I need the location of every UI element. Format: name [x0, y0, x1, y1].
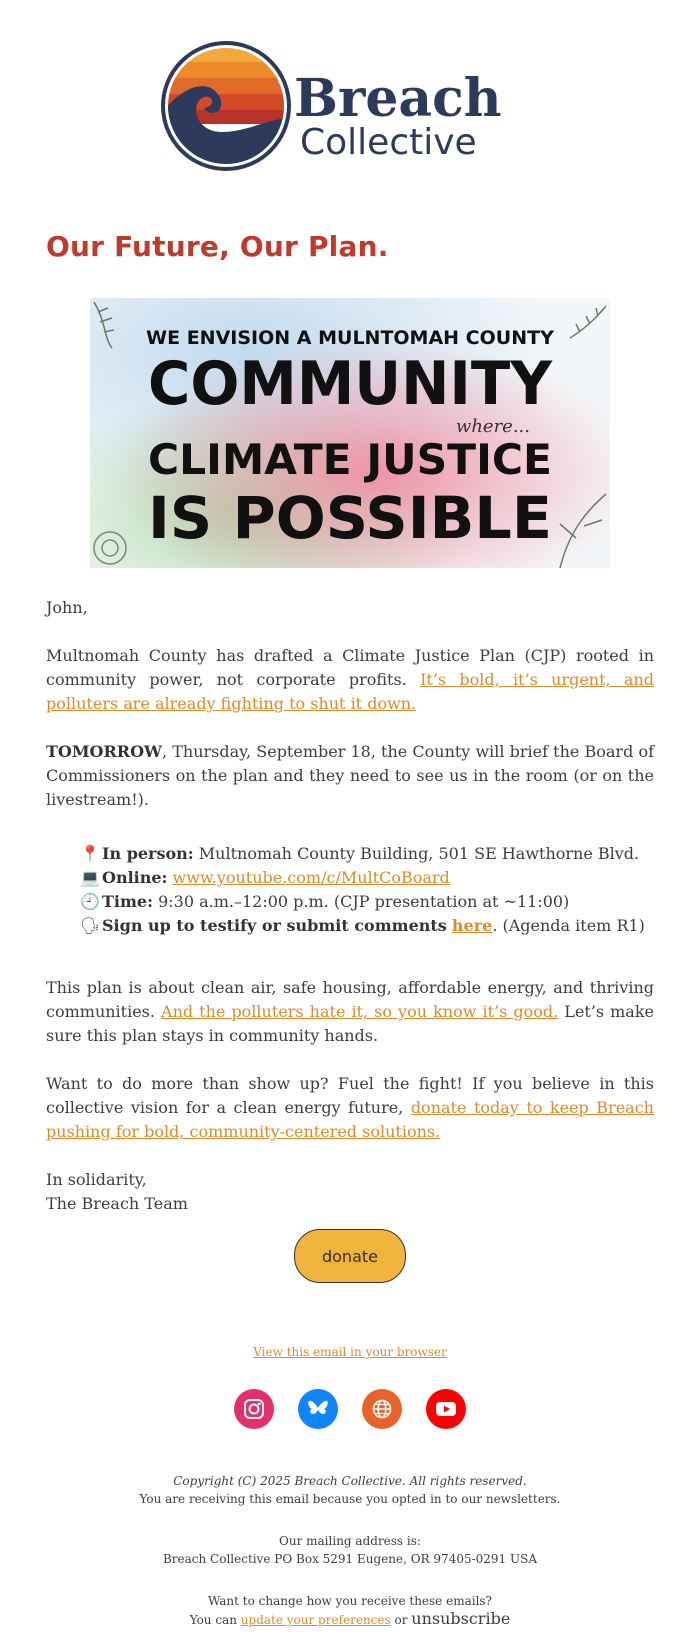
plan-text: This plan is about clean air, safe housing, affordable energy, and thriving communities.: [46, 978, 654, 1021]
greeting: John,: [46, 598, 88, 617]
you-can-text: You can: [189, 1613, 241, 1627]
detail-label: Online:: [102, 868, 168, 887]
footer-address: [0, 1532, 700, 1568]
event-details: [80, 842, 645, 938]
unsubscribe-link[interactable]: unsubscribe: [411, 1609, 511, 1628]
polluters-hate-link[interactable]: And the polluters hate it, so you know it’s good.: [161, 1002, 559, 1021]
donate-today-link[interactable]: donate today to keep Breach pushing for bold, community-centered solutions.: [46, 1098, 654, 1141]
signoff-line1: In solidarity,: [46, 1170, 147, 1189]
pin-icon: 📍: [80, 844, 100, 863]
donate-button[interactable]: donate: [294, 1229, 406, 1283]
banner-line1: WE ENVISION A MULNTOMAH COUNTY: [146, 327, 554, 349]
donate-text: Want to do more than show up? Fuel the fight! If you believe in this collective vision for a clean energy future,: [46, 1074, 654, 1117]
banner-line2: COMMUNITY: [148, 349, 554, 419]
tomorrow-text: , Thursday, September 18, the County will brief the Board of Commissioners on the plan and they need to see us in the room (or on the livestream!).: [46, 742, 654, 809]
logo-wordmark-bottom: Collective: [300, 122, 477, 163]
plan-paragraph: [46, 976, 654, 1048]
bluesky-icon[interactable]: [298, 1389, 338, 1429]
laptop-icon: 💻: [80, 868, 100, 887]
speaker-icon: 🗣: [80, 916, 101, 935]
detail-online: [80, 866, 640, 890]
tomorrow-bold: TOMORROW: [46, 742, 162, 761]
preferences-line: [0, 1610, 700, 1629]
banner-line3: CLIMATE JUSTICE: [148, 435, 552, 484]
update-preferences-link[interactable]: update your preferences: [240, 1613, 391, 1627]
signoff: [46, 1168, 654, 1216]
detail-text: . (Agenda item R1): [492, 916, 645, 935]
youtube-icon[interactable]: [426, 1389, 466, 1429]
website-icon[interactable]: [362, 1389, 402, 1429]
banner-line4: IS POSSIBLE: [148, 484, 552, 552]
detail-label: Time:: [102, 892, 153, 911]
plan-text-after: Let’s make sure this plan stays in community hands.: [46, 1002, 655, 1045]
detail-label: Sign up to testify or submit comments: [102, 916, 447, 935]
hero-banner: [90, 298, 610, 568]
footer-preferences: [0, 1592, 700, 1629]
detail-text: 9:30 a.m.–12:00 p.m. (CJP presentation at ~11:00): [153, 892, 570, 911]
signoff-line2: The Breach Team: [46, 1194, 188, 1213]
clock-icon: 🕘: [80, 892, 100, 911]
opt-in-reason: You are receiving this email because you opted in to our newsletters.: [139, 1492, 561, 1506]
youtube-link[interactable]: www.youtube.com/c/MultCoBoard: [172, 868, 450, 887]
intro-text: Multnomah County has drafted a Climate Justice Plan (CJP) rooted in community power, not corporate profits.: [46, 646, 654, 689]
detail-testify: [80, 914, 645, 938]
view-in-browser-link[interactable]: View this email in your browser: [253, 1345, 447, 1359]
instagram-icon[interactable]: [234, 1389, 274, 1429]
mailing-label: Our mailing address is:: [279, 1534, 421, 1548]
intro-paragraph: [46, 644, 654, 716]
view-in-browser: [0, 1345, 700, 1359]
detail-in-person: [80, 842, 640, 866]
detail-text: Multnomah County Building, 501 SE Hawthorne Blvd.: [193, 844, 640, 863]
detail-label: In person:: [102, 844, 194, 863]
detail-time: [80, 890, 640, 914]
headline: Our Future, Our Plan.: [46, 230, 389, 263]
logo-wordmark-top: Breach: [294, 68, 502, 129]
testify-here-link[interactable]: here: [451, 916, 493, 935]
donate-paragraph: [46, 1072, 654, 1144]
tomorrow-paragraph: [46, 740, 654, 812]
polluters-fighting-link[interactable]: It’s bold, it’s urgent, and polluters are already fighting to shut it down.: [46, 670, 655, 713]
or-text: or: [390, 1613, 412, 1627]
banner-script: where...: [455, 416, 530, 437]
change-prompt: Want to change how you receive these emails?: [207, 1594, 492, 1608]
breach-collective-logo: [160, 36, 540, 176]
footer-legal: [0, 1472, 700, 1508]
mailing-address: Breach Collective PO Box 5291 Eugene, OR 97405-0291 USA: [162, 1552, 538, 1566]
copyright: Copyright (C) 2025 Breach Collective. All rights reserved.: [173, 1474, 527, 1488]
